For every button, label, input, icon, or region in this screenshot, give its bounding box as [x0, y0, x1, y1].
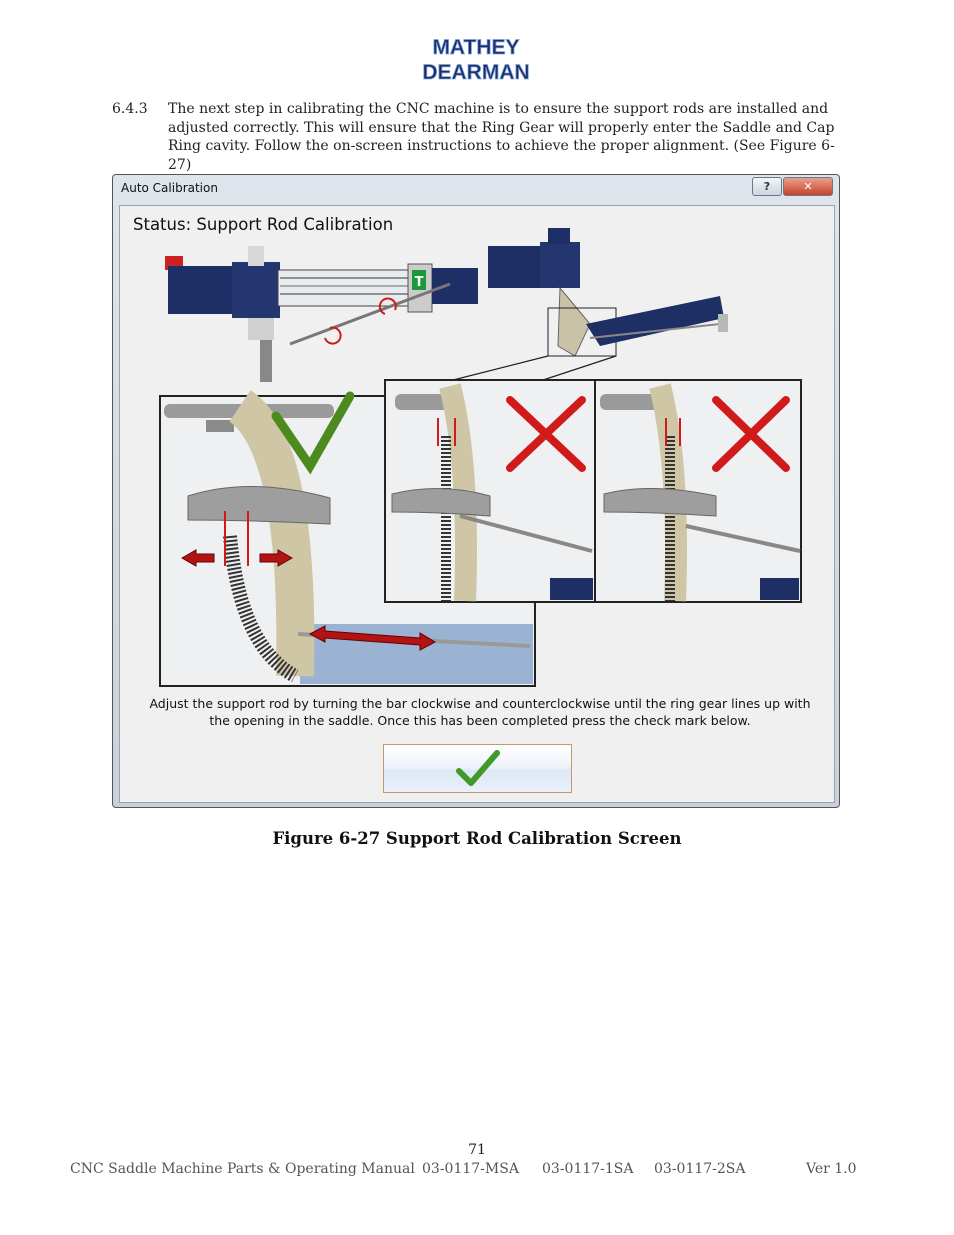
footer-code-2sa: 03-0117-2SA — [654, 1161, 746, 1177]
confirm-check-button[interactable] — [383, 744, 572, 793]
incorrect-alignment-panel-2 — [595, 380, 801, 602]
instruction-text: Adjust the support rod by turning the bar clockwise and counterclockwise until the ring gear lines up with the opening in the saddle. Once this has been completed press the check mark below. — [149, 696, 811, 728]
figure-caption: Figure 6-27 Support Rod Calibration Screen — [272, 829, 682, 848]
window-title: Auto Calibration — [121, 181, 218, 195]
window-controls — [752, 177, 833, 196]
footer-code-msa: 03-0117-MSA — [422, 1161, 519, 1177]
logo-line1: MATHEY — [432, 36, 520, 59]
paragraph-text: The next step in calibrating the CNC machine is to ensure the support rods are installed and adjusted correctly. This will ensure that the Ring Gear will properly enter the Saddle and Cap Ring cavity. Follow the on-screen instructions to achieve the proper alignment. (See Figure 6-27) — [168, 101, 835, 173]
dialog-client-area — [119, 205, 835, 803]
footer-code-1sa: 03-0117-1SA — [542, 1161, 634, 1177]
close-button[interactable]: ✕ — [783, 177, 833, 196]
check-mark-icon — [453, 749, 503, 789]
t-badge: T — [414, 275, 424, 290]
status-label: Status: Support Rod Calibration — [133, 215, 394, 234]
auto-calibration-window — [112, 174, 840, 808]
help-button[interactable]: ? — [752, 177, 782, 196]
page-number: 71 — [468, 1142, 486, 1158]
footer-version: Ver 1.0 — [806, 1161, 857, 1177]
control-box — [168, 266, 238, 314]
cnc-machine-illustration — [165, 228, 728, 398]
section-number: 6.4.3 — [112, 101, 148, 117]
footer-manual-title: CNC Saddle Machine Parts & Operating Manual — [70, 1161, 415, 1177]
mathey-dearman-logo — [420, 32, 532, 88]
incorrect-alignment-panel-1 — [385, 380, 595, 602]
support-arm — [586, 296, 724, 346]
carriage-block — [232, 262, 280, 318]
logo-line2: DEARMAN — [422, 61, 530, 84]
